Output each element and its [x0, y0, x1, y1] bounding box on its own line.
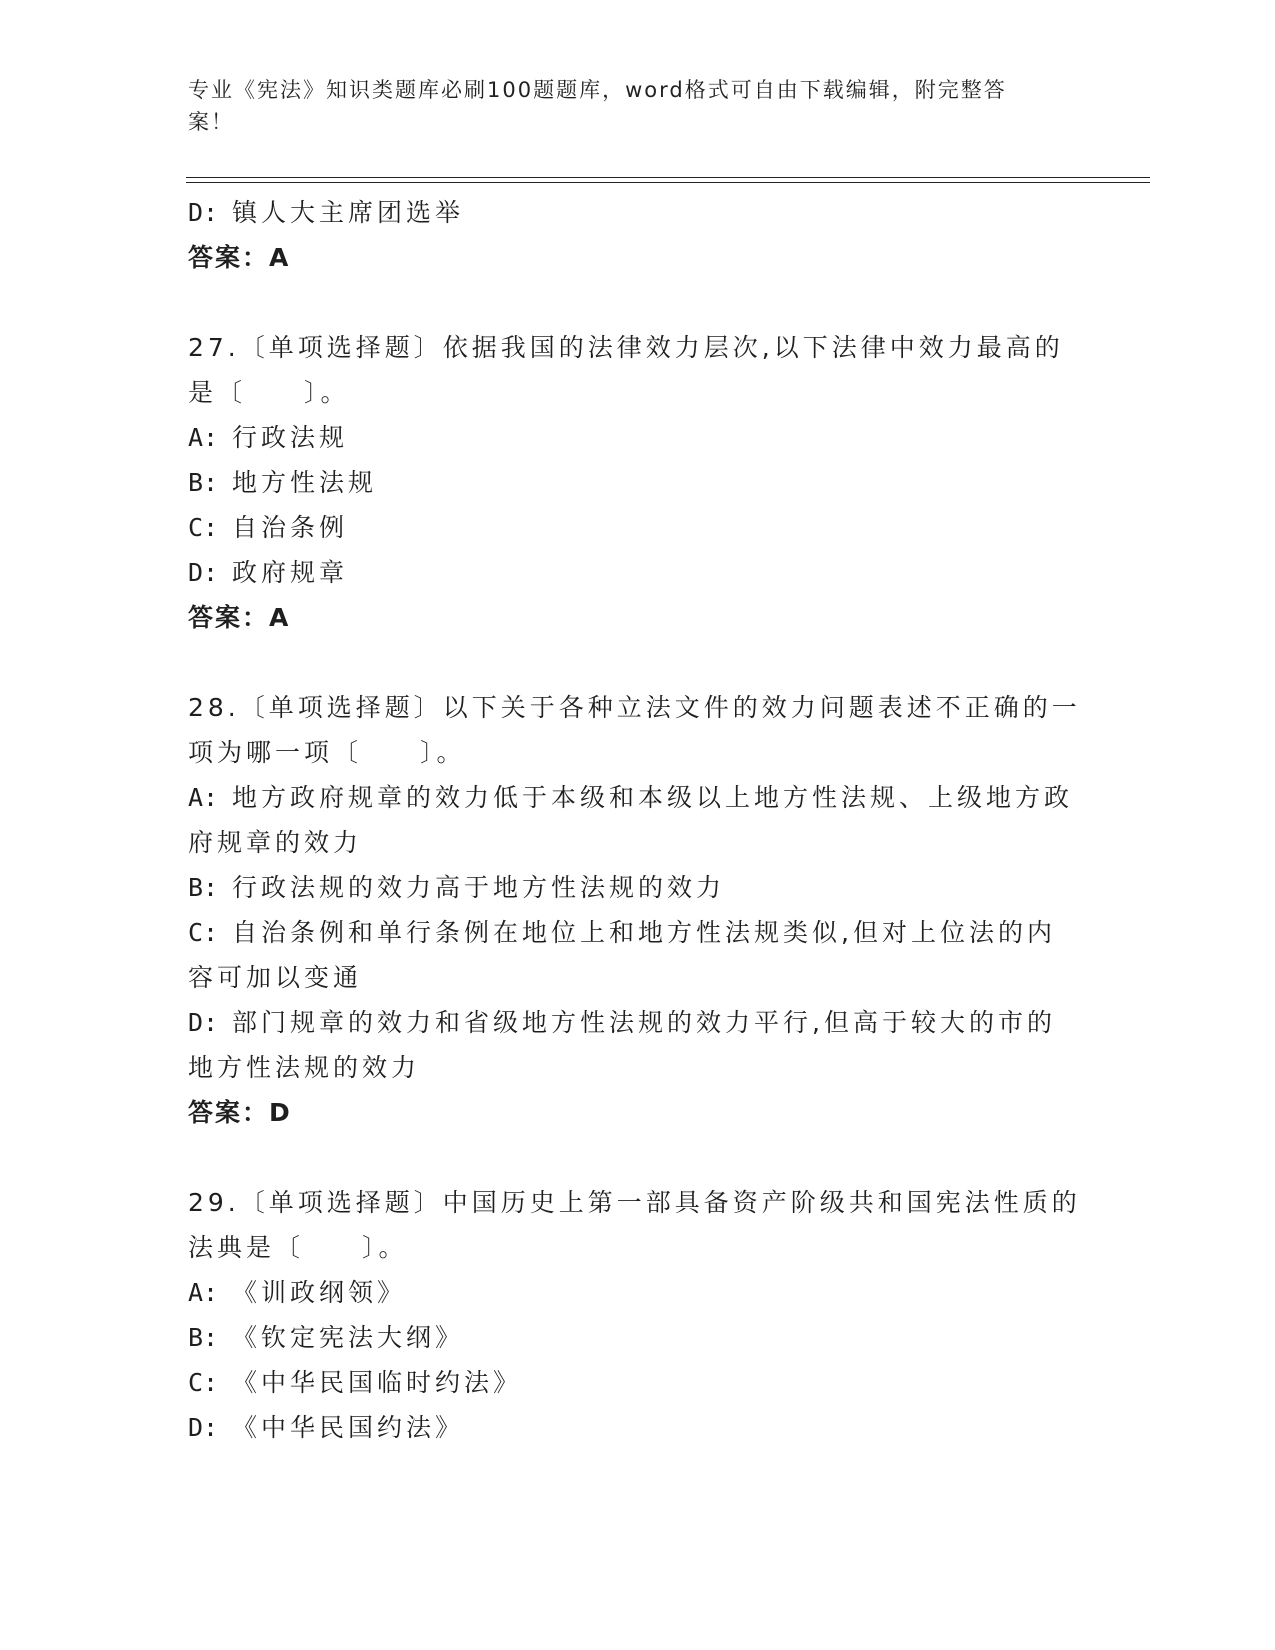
q27-stem-line1: 27.〔单项选择题〕依据我国的法律效力层次,以下法律中效力最高的: [188, 333, 1064, 362]
q27-option-c: [188, 505, 1088, 550]
prev-answer: 答案：A: [188, 243, 291, 272]
option-text: 《钦定宪法大纲》: [232, 1323, 465, 1352]
option-key: D:: [188, 198, 219, 227]
option-text: 镇人大主席团选举: [232, 198, 465, 227]
option-text: 自治条例: [232, 513, 349, 542]
q28-option-d: [188, 1000, 1088, 1045]
option-key: C:: [188, 918, 219, 947]
option-key: C:: [188, 1368, 219, 1397]
q28-option-a-continued: 府规章的效力: [188, 828, 363, 857]
option-text: 政府规章: [232, 558, 349, 587]
option-key: C:: [188, 513, 219, 542]
document-body: [188, 190, 1088, 1450]
option-key: A:: [188, 783, 219, 812]
q29-option-d: [188, 1405, 1088, 1450]
option-key: B:: [188, 1323, 219, 1352]
q29-option-b: [188, 1315, 1088, 1360]
spacer: [188, 280, 1088, 325]
q29-stem-line2: 法典是〔 〕。: [188, 1233, 408, 1262]
spacer: [188, 1135, 1088, 1180]
option-key: A:: [188, 423, 219, 452]
option-text: 行政法规的效力高于地方性法规的效力: [232, 873, 726, 902]
option-text: 《中华民国临时约法》: [232, 1368, 523, 1397]
q29-option-c: [188, 1360, 1088, 1405]
option-key: A:: [188, 1278, 219, 1307]
option-key: D:: [188, 558, 219, 587]
q28-option-d-continued: 地方性法规的效力: [188, 1053, 421, 1082]
q27-option-a: [188, 415, 1088, 460]
q27-option-b: [188, 460, 1088, 505]
option-key: B:: [188, 873, 219, 902]
q27-stem-line2: 是〔 〕。: [188, 378, 350, 407]
q29-option-a: [188, 1270, 1088, 1315]
option-text: 地方性法规: [232, 468, 378, 497]
q27-answer: 答案：A: [188, 603, 291, 632]
q27-option-d: [188, 550, 1088, 595]
option-text: 部门规章的效力和省级地方性法规的效力平行,但高于较大的市的: [232, 1008, 1056, 1037]
q29-stem-line1: 29.〔单项选择题〕中国历史上第一部具备资产阶级共和国宪法性质的: [188, 1188, 1081, 1217]
page-header: [188, 74, 1068, 138]
spacer: [188, 640, 1088, 685]
header-rule-bottom: [186, 182, 1150, 183]
q28-stem-line2: 项为哪一项〔 〕。: [188, 738, 466, 767]
q28-option-c: [188, 910, 1088, 955]
prev-option-d: [188, 190, 1088, 235]
q28-option-a: [188, 775, 1088, 820]
q28-answer: 答案：D: [188, 1098, 292, 1127]
option-text: 自治条例和单行条例在地位上和地方性法规类似,但对上位法的内: [232, 918, 1056, 947]
option-text: 《中华民国约法》: [232, 1413, 465, 1442]
option-key: D:: [188, 1413, 219, 1442]
q28-stem-line1: 28.〔单项选择题〕以下关于各种立法文件的效力问题表述不正确的一: [188, 693, 1081, 722]
header-title-line1: 专业《宪法》知识类题库必刷100题题库，word格式可自由下载编辑，附完整答: [188, 78, 1007, 102]
option-key: D:: [188, 1008, 219, 1037]
header-title-line2: 案！: [188, 110, 234, 134]
q28-option-b: [188, 865, 1088, 910]
option-text: 行政法规: [232, 423, 349, 452]
option-text: 《训政纲领》: [232, 1278, 407, 1307]
header-rule-top: [186, 177, 1150, 178]
option-key: B:: [188, 468, 219, 497]
option-text: 地方政府规章的效力低于本级和本级以上地方性法规、上级地方政: [232, 783, 1074, 812]
q28-option-c-continued: 容可加以变通: [188, 963, 363, 992]
